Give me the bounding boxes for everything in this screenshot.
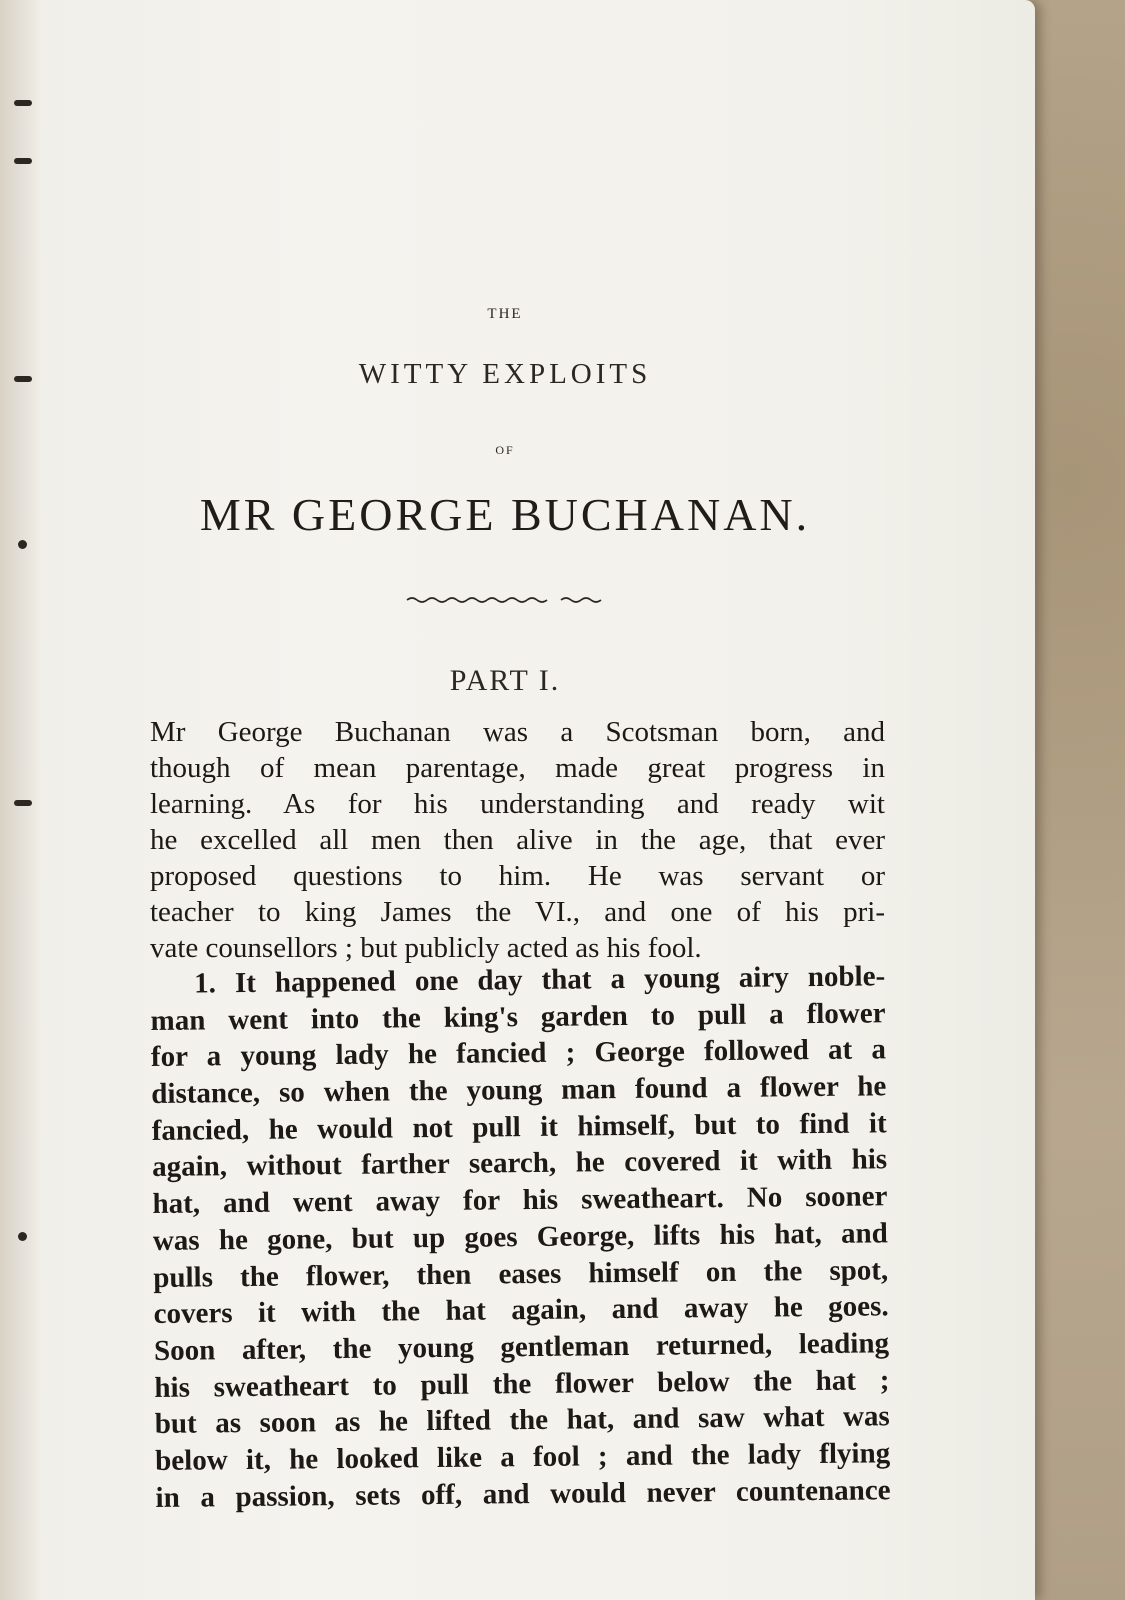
- binding-stitch: [18, 540, 27, 549]
- text-line: teacher to king James the VI., and one of his pri-: [150, 896, 885, 928]
- paragraph-anecdote-1: [150, 958, 891, 1516]
- text-line: 1. It happened one day that a young airy noble-: [194, 960, 886, 1000]
- text-line: he excelled all men then alive in the age, that ever: [150, 824, 885, 856]
- text-line: was he gone, but up goes George, lifts his hat, and: [152, 1217, 889, 1257]
- text-line: Mr George Buchanan was a Scotsman born, and: [150, 716, 885, 748]
- part-heading: PART I.: [449, 664, 561, 697]
- text-line: for a young lady he fancied ; George followed at a: [150, 1033, 887, 1074]
- text-line: in a passion, sets off, and would never countenance: [155, 1473, 891, 1514]
- text-line: fancied, he would not pull it himself, but to find it: [151, 1107, 887, 1147]
- text-line: below it, he looked like a fool ; and the lady flying: [155, 1437, 891, 1477]
- text-line: pulls the flower, then eases himself on the spot,: [153, 1253, 889, 1294]
- binding-stitch: [14, 158, 32, 164]
- ornamental-divider: [405, 594, 605, 606]
- text-line: but as soon as he lifted the hat, and saw what was: [154, 1400, 890, 1441]
- text-line: vate counsellors ; but publicly acted as his fool.: [150, 932, 702, 964]
- text-line: learning. As for his understanding and ready wit: [150, 788, 885, 820]
- text-line: his sweatheart to pull the flower below the hat ;: [154, 1363, 890, 1404]
- text-line: Soon after, the young gentleman returned, leading: [153, 1327, 890, 1367]
- text-line: covers it with the hat again, and away he goes.: [153, 1290, 889, 1331]
- binding-stitch: [14, 100, 32, 106]
- paragraph-intro: [150, 714, 885, 966]
- binding-stitch: [14, 800, 32, 806]
- title-main: MR GEORGE BUCHANAN.: [199, 489, 811, 540]
- title-of: OF: [495, 443, 515, 457]
- title-witty-exploits: WITTY EXPLOITS: [358, 358, 652, 390]
- text-line: again, without farther search, he covered it with his: [151, 1143, 888, 1184]
- text-line: though of mean parentage, made great progress in: [150, 752, 885, 784]
- text-line: man went into the king's garden to pull a flower: [150, 996, 886, 1037]
- text-line: hat, and went away for his sweatheart. No sooner: [152, 1180, 888, 1221]
- text-line: proposed questions to him. He was servant or: [150, 860, 885, 892]
- text-line: distance, so when the young man found a flower he: [151, 1070, 887, 1111]
- binding-stitch: [18, 1232, 27, 1241]
- title-the: THE: [487, 306, 523, 322]
